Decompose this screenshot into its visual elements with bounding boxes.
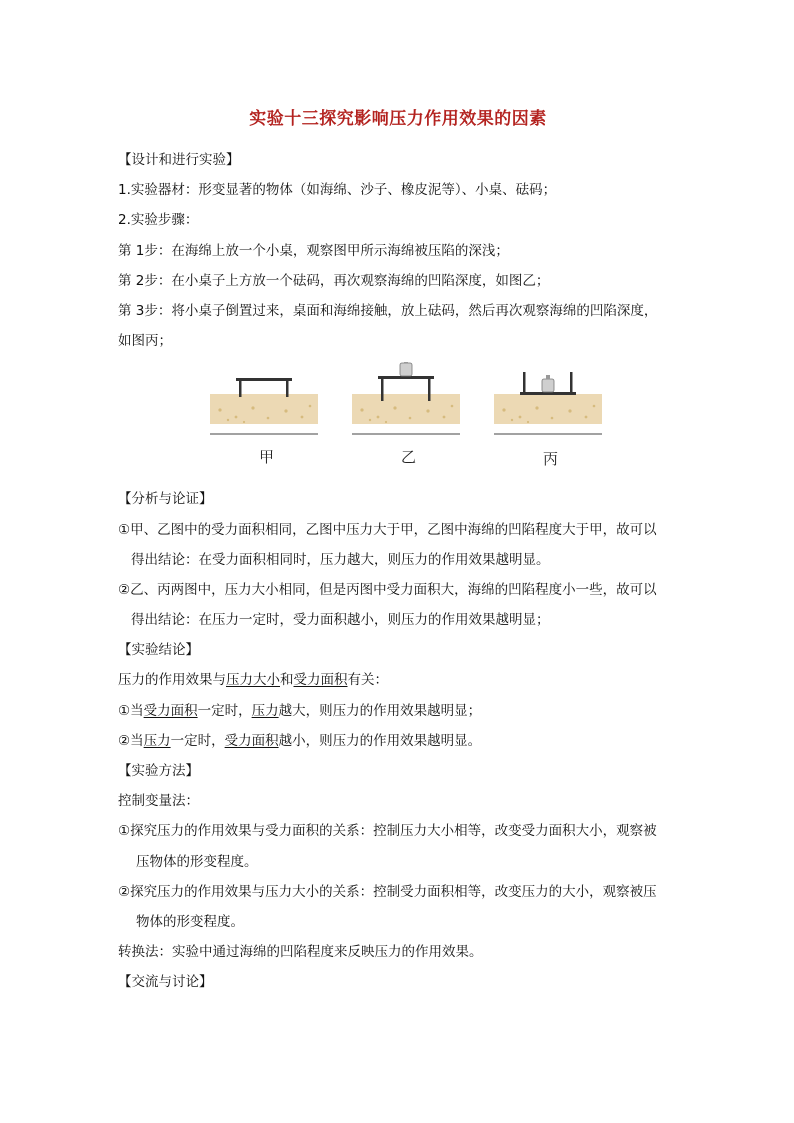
conclusion-2-mid2: 越小，则压力的作用效果越明显。 [278,732,482,749]
conclusion-1-mid1: 一定时， [197,702,252,719]
conclusion-2 [118,726,678,756]
conclusion-summary-u2: 受力面积 [293,672,348,689]
step-1: 第 1步：在海绵上放一个小桌，观察图甲所示海绵被压陷的深浅； [118,242,509,259]
figure-jia [210,378,318,434]
conclusion-summary-pre: 压力的作用效果与 [118,672,226,689]
method-control-label: 控制变量法： [118,793,199,810]
experiment-figure [118,362,678,480]
conclusion-summary-u1: 压力大小 [226,672,280,689]
figure-label-bing: 丙 [543,450,559,469]
conclusion-1-pre: ①当 [118,702,144,719]
analysis-1-line-1: ①甲、乙图中的受力面积相同，乙图中压力大于甲，乙图中海绵的凹陷程度大于甲，故可以 [118,521,657,538]
method-1-line-1: ①探究压力的作用效果与受力面积的关系：控制压力大小相等，改变受力面积大小，观察被 [118,823,657,840]
page-title: 实验十三探究影响压力作用效果的因素 [249,109,547,129]
conclusion-2-pre: ②当 [118,732,144,749]
analysis-1-line-2: 得出结论：在受力面积相同时，压力越大，则压力的作用效果越明显。 [131,551,550,568]
conclusion-2-u1: 压力 [143,732,171,749]
conclusion-2-mid1: 一定时， [170,732,225,749]
step-2: 第 2步：在小桌子上方放一个砝码，再次观察海绵的凹陷深度，如图乙； [118,272,550,289]
experiment-illustration [118,362,678,480]
conclusion-summary-post: 有关： [347,672,388,689]
figure-label-jia: 甲 [259,448,275,467]
steps-heading: 2.实验步骤： [118,212,199,229]
discussion-heading: 【交流与讨论】 [118,974,213,991]
conclusion-heading: 【实验结论】 [118,642,199,659]
figure-yi [352,362,460,434]
figure-label-yi: 乙 [401,448,417,467]
conclusion-1-mid2: 越大，则压力的作用效果越明显； [278,702,482,719]
conclusion-1-u1: 受力面积 [143,702,198,719]
document-page [118,104,678,998]
analysis-2-line-1: ②乙、丙两图中，压力大小相同，但是丙图中受力面积大，海绵的凹陷程度小一些，故可以 [118,581,657,598]
figure-bing [494,372,602,434]
conclusion-2-u2: 受力面积 [224,732,279,749]
method-2-line-2: 物体的形变程度。 [136,913,244,930]
equipment-text: 1.实验器材：形变显著的物体（如海绵、沙子、橡皮泥等）、小桌、砝码； [118,182,557,199]
conclusion-summary [118,665,678,695]
step-3-line-2: 如图丙； [118,333,172,350]
method-heading: 【实验方法】 [118,763,199,779]
conclusion-1-u2: 压力 [251,702,279,719]
analysis-2-line-2: 得出结论：在压力一定时，受力面积越小，则压力的作用效果越明显； [131,612,550,629]
method-1-line-2: 压物体的形变程度。 [136,853,258,870]
conclusion-1 [118,696,678,726]
design-heading: 【设计和进行实验】 [118,152,240,168]
method-convert: 转换法：实验中通过海绵的凹陷程度来反映压力的作用效果。 [118,944,483,961]
conclusion-summary-mid: 和 [280,672,294,689]
method-2-line-1: ②探究压力的作用效果与压力大小的关系：控制受力面积相等，改变压力的大小，观察被压 [118,883,657,900]
analysis-heading: 【分析与论证】 [118,491,213,508]
step-3-line-1: 第 3步：将小桌子倒置过来，桌面和海绵接触，放上砝码，然后再次观察海绵的凹陷深度， [118,302,658,319]
